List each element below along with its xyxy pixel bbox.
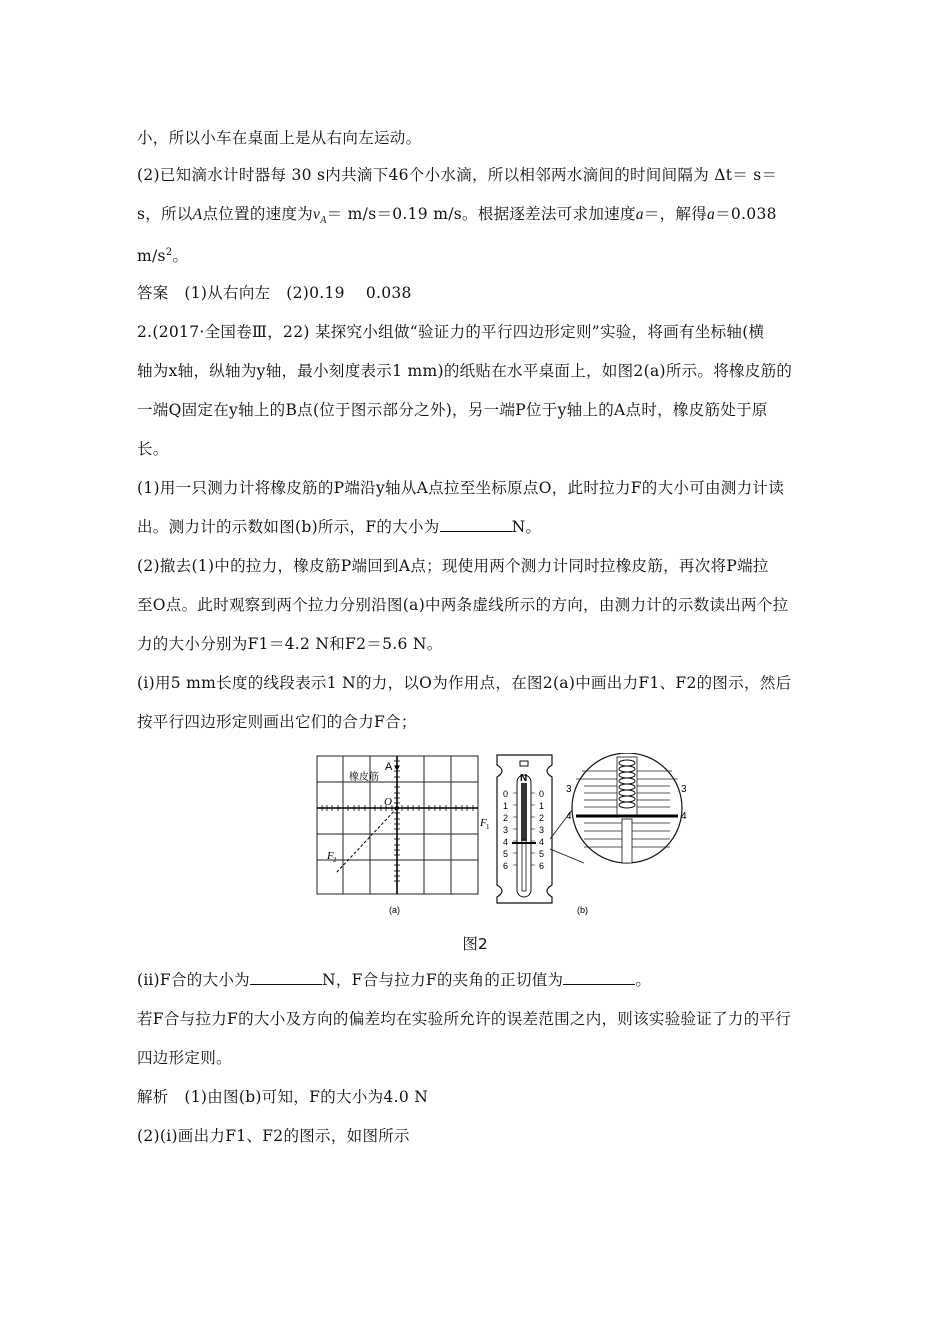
scale-left-6: 6 [503, 861, 509, 871]
scale-right-3: 3 [539, 825, 545, 835]
zoom-label-3-left: 3 [566, 784, 572, 795]
label-f2-sub: 2 [333, 856, 337, 864]
text-line-4: $m/s^2$。 [137, 247, 189, 266]
label-n: N [520, 773, 528, 784]
answer-line: 答案 (1)从右向左 (2)0.19 0.038 [137, 284, 412, 302]
scale-left-4: 4 [503, 837, 509, 847]
conclusion-line-1: 若F合与拉力F的大小及方向的偏差均在实验所允许的误差范围之内，则该实验验证了力的平行 [137, 1010, 792, 1028]
part-2-line-2: 至O点。此时观察到两个拉力分别沿图(a)中两条虚线所示的方向，由测力计的示数读出两个拉 [137, 596, 789, 614]
part-2-line-3: 力的大小分别为F1＝4.2 N和F2＝5.6 N。 [137, 635, 443, 653]
scale-left-1: 1 [503, 801, 509, 811]
part-2-line-1: (2)撤去(1)中的拉力，橡皮筋P端回到A点；现使用两个测力计同时拉橡皮筋，再次将P端拉 [137, 557, 769, 575]
scale-left-0: 0 [503, 789, 509, 799]
zoom-label-3-right: 3 [681, 784, 687, 795]
point-a [395, 765, 399, 769]
text-line-1: 小，所以小车在桌面上是从右向左运动。 [137, 129, 422, 147]
label-f1: F [480, 817, 487, 829]
spring-scale [497, 755, 584, 903]
part-2-i-line-2: 按平行四边形定则画出它们的合力F合； [137, 713, 417, 731]
scale-left-3: 3 [503, 825, 509, 835]
scale-left-5: 5 [503, 849, 509, 859]
label-rubber-band: 橡皮筋 [349, 772, 379, 783]
part-1-line-2: 出。测力计的示数如图(b)所示，F的大小为 N。 [137, 518, 542, 536]
text-line-2: (2)已知滴水计时器每 30 s内共滴下46个小水滴，所以相邻两水滴间的时间间隔为 Δt＝ s＝ [137, 166, 778, 184]
zoom-label-4-left: 4 [566, 811, 572, 822]
analysis-line-1: 解析 (1)由图(b)可知，F的大小为4.0 N [137, 1088, 429, 1106]
label-a-caption: (a) [389, 905, 400, 915]
text-line-3: s，所以A点位置的速度为$v_A= m/s=0.19$ m/s。根据逐差法可求加速度a＝，解得a＝0.038 [137, 205, 777, 227]
conclusion-line-2: 四边形定则。 [137, 1049, 232, 1067]
point-o [395, 806, 399, 810]
scale-right-6: 6 [539, 861, 545, 871]
analysis-line-2: (2)(ⅰ)画出力F1、F2的图示，如图所示 [137, 1127, 410, 1145]
zoom-label-4-right: 4 [681, 811, 687, 822]
question-2-line-1: 2.(2017·全国卷Ⅲ，22) 某探究小组做“验证力的平行四边形定则”实验，将画有坐标轴(横 [137, 323, 765, 341]
answer-blank [440, 517, 512, 532]
answer-blank-3 [563, 970, 635, 985]
question-2-line-4: 长。 [137, 440, 169, 458]
part-2-ii-line: (ⅱ)F合的大小为 N，F合与拉力F的夹角的正切值为 。 [137, 971, 652, 989]
f2-direction-line [336, 808, 397, 873]
figure-2 [314, 753, 694, 918]
scale-right-0: 0 [539, 789, 545, 799]
part-1-line-1: (1)用一只测力计将橡皮筋的P端沿y轴从A点拉至坐标原点O，此时拉力F的大小可由测力计读 [137, 479, 784, 497]
figure-caption: 图2 [462, 935, 488, 953]
label-b-caption: (b) [577, 905, 588, 915]
scale-right-1: 1 [539, 801, 545, 811]
zoom-circle [566, 753, 687, 863]
question-2-line-3: 一端Q固定在y轴上的B点(位于图示部分之外)，另一端P位于y轴上的A点时，橡皮筋处于原 [137, 401, 768, 419]
label-o: O [384, 796, 392, 808]
scale-left-2: 2 [503, 813, 509, 823]
label-a: A [385, 761, 393, 773]
label-f1-sub: 1 [486, 823, 490, 831]
scale-right-5: 5 [539, 849, 545, 859]
scale-right-2: 2 [539, 813, 545, 823]
scale-right-4: 4 [539, 837, 545, 847]
label-f2: F [327, 850, 334, 862]
question-2-line-2: 轴为x轴，纵轴为y轴，最小刻度表示1 mm)的纸贴在水平桌面上，如图2(a)所示。将橡皮筋的 [137, 362, 793, 380]
answer-blank-2 [250, 970, 322, 985]
part-2-i-line-1: (ⅰ)用5 mm长度的线段表示1 N的力，以O为作用点，在图2(a)中画出力F1、F2的图示，然后 [137, 674, 792, 692]
